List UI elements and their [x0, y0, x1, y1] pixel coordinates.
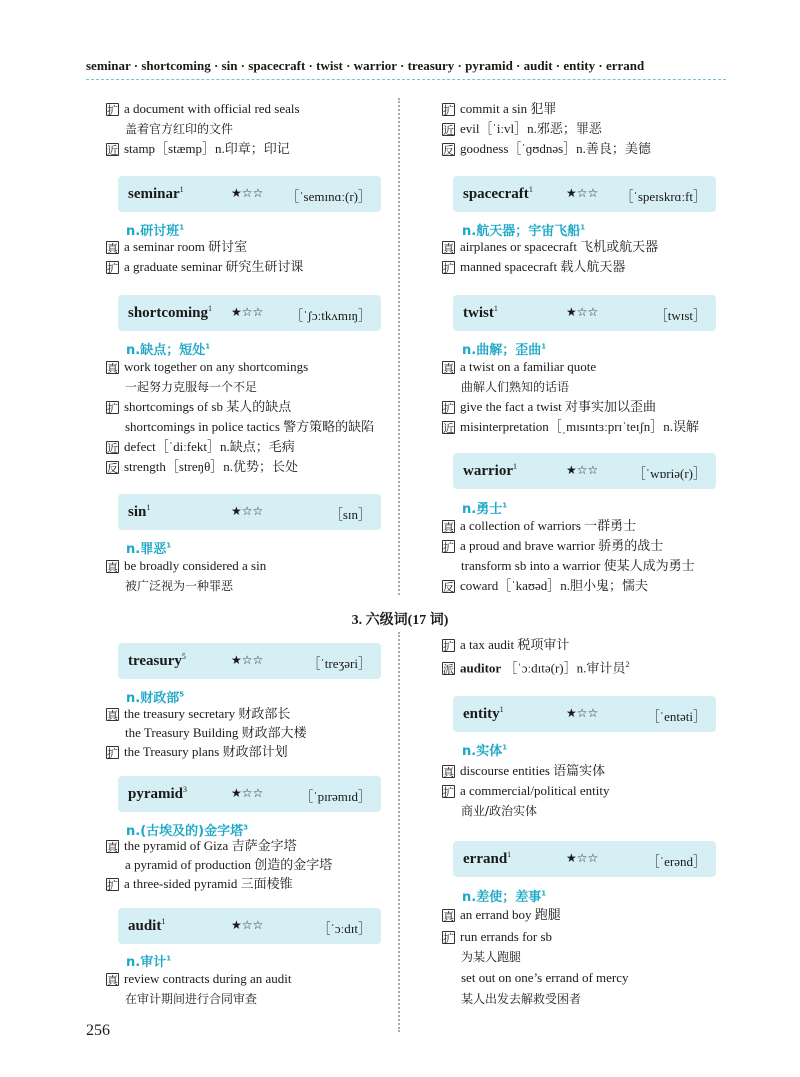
headword: twist$^1$ — [463, 304, 498, 321]
tag-antonym-icon: 反 — [107, 462, 118, 475]
pronunciation: ［ˈɔːdɪt］ — [317, 921, 371, 936]
tag-real-icon: 真 — [443, 362, 454, 375]
star-rating: ★☆☆ — [566, 706, 599, 720]
tag-expand-icon: 扩 — [443, 262, 454, 275]
tag-real-icon: 真 — [443, 910, 454, 923]
tag-expand-icon: 扩 — [107, 879, 118, 892]
example-translation: 某人出发去解救受困者 — [461, 992, 582, 1006]
entry-line: 扩 shortcomings of sb 某人的缺点 — [107, 399, 292, 415]
pronunciation: ［ˈsemɪnɑː(r)］ — [286, 189, 371, 204]
tag-expand-icon: 扩 — [443, 402, 454, 415]
entry-line: 真 a seminar room 研讨室 — [107, 239, 248, 255]
part-of-speech: n.曲解；歪曲$^1$ — [462, 342, 547, 358]
tag-real-icon: 真 — [107, 974, 118, 987]
part-of-speech: n.审计$^1$ — [126, 954, 172, 970]
star-rating: ★☆☆ — [231, 504, 264, 518]
example-translation: 在审计期间进行合同审查 — [125, 992, 258, 1006]
pronunciation: ［twɪst］ — [654, 308, 706, 323]
tag-expand-icon: 扩 — [107, 262, 118, 275]
entry-line: 近 defect［ˈdiːfekt］n.缺点；毛病 — [107, 439, 295, 455]
headword: $\sin^1$ — [128, 503, 151, 520]
part-of-speech: n.研讨班$^1$ — [126, 223, 185, 239]
headword: entity$^1$ — [463, 705, 504, 722]
example-translation: 商业/政治实体 — [461, 804, 538, 818]
part-of-speech: n.(古埃及的)金字塔$^3$ — [126, 823, 248, 839]
part-of-speech: n.财政部$^5$ — [126, 690, 185, 706]
entry-line: 扩 commit a sin 犯罪 — [443, 101, 557, 117]
tag-real-icon: 真 — [443, 242, 454, 255]
entry-line — [106, 140, 290, 158]
pronunciation: ［ˈwɒriə(r)］ — [632, 466, 706, 481]
entry-line: 真 airplanes or spacecraft 飞机或航天器 — [443, 239, 659, 255]
word-card-seminar — [118, 176, 381, 212]
section-heading: 3. 六级词(17 词) — [351, 613, 449, 628]
star-rating: ★☆☆ — [566, 186, 599, 200]
word-card-spacecraft — [453, 176, 716, 212]
pronunciation: ［ˈpɪrəmɪd］ — [300, 789, 371, 804]
pronunciation: ［ˈʃɔːtkʌmɪŋ］ — [290, 308, 371, 323]
entry-line: 扩 run errands for sb — [443, 929, 553, 945]
tag-expand-icon: 扩 — [107, 104, 118, 117]
word-card-treasury — [118, 643, 381, 679]
tag-real-icon: 真 — [107, 242, 118, 255]
pronunciation: ［ˈentəti］ — [646, 709, 706, 724]
entry-line: 真 be broadly considered a sin — [107, 558, 267, 574]
example-translation: 为某人跑腿 — [461, 950, 522, 964]
synonym-text: stamp［stæmp］n.印章；印记 — [124, 141, 290, 156]
example-text: shortcomings in police tactics 警方策略的缺陷 — [125, 419, 375, 434]
tag-expand-icon: 扩 — [443, 640, 454, 653]
star-rating: ★☆☆ — [566, 463, 599, 477]
running-header: seminar · shortcoming · sin · spacecraft · twist · warrior · treasury · pyramid · audit · entity · errand — [86, 58, 645, 73]
pronunciation: ［sɪn］ — [329, 507, 371, 522]
part-of-speech: n.航天器；宇宙飞船$^1$ — [462, 223, 586, 239]
tag-near-icon: 近 — [107, 442, 118, 455]
tag-derive-icon: 派 — [443, 663, 454, 677]
entry-line: 扩 a graduate seminar 研究生研讨课 — [107, 259, 304, 275]
tag-expand-icon: 扩 — [443, 786, 454, 799]
word-card-pyramid — [118, 776, 381, 812]
star-rating: ★☆☆ — [231, 305, 264, 319]
example-text: the Treasury Building 财政部大楼 — [125, 725, 307, 740]
entry-line: 反 coward［ˈkaʊəd］n.胆小鬼；懦夫 — [443, 578, 649, 594]
tag-expand-icon: 扩 — [443, 541, 454, 554]
tag-near-icon: 近 — [443, 422, 454, 435]
tag-real-icon: 真 — [107, 841, 118, 854]
headword: audit$^1$ — [128, 917, 166, 934]
entry-line: 扩 give the fact a twist 对事实加以歪曲 — [443, 399, 657, 415]
pronunciation: ［ˈspeɪskrɑːft］ — [620, 189, 706, 204]
star-rating: ★☆☆ — [231, 918, 264, 932]
part-of-speech: n.差使；差事$^1$ — [462, 889, 547, 905]
header-rule — [86, 79, 726, 82]
entry-line: 反 strength［streŋθ］n.优势；长处 — [107, 459, 299, 475]
headword: errand$^1$ — [463, 850, 512, 867]
tag-near-icon: 近 — [107, 144, 118, 157]
entry-line: 近 misinterpretation［ˌmɪsɪntɜːprɪˈteɪʃn］n.误解 — [443, 419, 700, 435]
headword: shortcoming$^1$ — [128, 304, 212, 321]
headword: warrior$^1$ — [463, 462, 517, 479]
tag-expand-icon: 扩 — [107, 747, 118, 760]
entry-line: 真 work together on any shortcomings — [107, 359, 309, 375]
tag-real-icon: 真 — [107, 709, 118, 722]
tag-near-icon: 近 — [443, 124, 454, 137]
word-card-twist — [453, 295, 716, 331]
entry-line: 扩 a three-sided pyramid 三面棱锥 — [107, 876, 293, 892]
example-text: a document with official red seals — [124, 101, 300, 116]
part-of-speech: n.缺点；短处$^1$ — [126, 342, 211, 358]
tag-antonym-icon: 反 — [443, 144, 454, 157]
example-translation: 被广泛视为一种罪恶 — [125, 579, 234, 593]
entry-line: 近 evil［ˈiːvl］n.邪恶；罪恶 — [443, 121, 602, 137]
example-translation: 盖着官方红印的文件 — [125, 122, 234, 136]
headword: treasury$^5$ — [128, 652, 186, 669]
word-card-shortcoming — [118, 295, 381, 331]
example-text: transform sb into a warrior 使某人成为勇士 — [461, 558, 695, 573]
entry-line: 派 auditor ［ˈɔːdɪtə(r)］n.审计员$^2$ — [443, 660, 630, 677]
part-of-speech: n.勇士$^1$ — [462, 501, 508, 517]
part-of-speech: n.罪恶$^1$ — [126, 541, 172, 557]
part-of-speech: n.实体$^1$ — [462, 743, 508, 759]
tag-expand-icon: 扩 — [443, 932, 454, 945]
tag-real-icon: 真 — [443, 521, 454, 534]
entry-line: 真 the treasury secretary 财政部长 — [107, 706, 291, 722]
pronunciation: ［ˈerənd］ — [646, 854, 706, 869]
star-rating: ★☆☆ — [231, 786, 264, 800]
word-card-warrior — [453, 453, 716, 489]
entry-line: 扩 manned spacecraft 载人航天器 — [443, 259, 626, 275]
word-card-entity — [453, 696, 716, 732]
entry-line: 真 the pyramid of Giza 吉萨金字塔 — [107, 838, 297, 854]
column-divider-bottom — [398, 632, 410, 1032]
star-rating: ★☆☆ — [566, 851, 599, 865]
word-card-sin — [118, 494, 381, 530]
tag-real-icon: 真 — [443, 766, 454, 779]
page-number: 256 — [86, 1022, 110, 1039]
headword: pyramid$^3$ — [128, 785, 188, 802]
entry-line: 真 a twist on a familiar quote — [443, 359, 597, 375]
column-divider-top — [398, 98, 410, 595]
entry-line: 真 discourse entities 语篇实体 — [443, 763, 606, 779]
word-card-errand — [453, 841, 716, 877]
entry-line: 真 a collection of warriors 一群勇士 — [443, 518, 637, 534]
tag-expand-icon: 扩 — [443, 104, 454, 117]
example-translation: 一起努力克服每一个不足 — [125, 380, 258, 394]
entry-line: 真 review contracts during an audit — [107, 971, 292, 987]
tag-real-icon: 真 — [107, 561, 118, 574]
entry-line: 扩 a proud and brave warrior 骄勇的战士 — [443, 538, 664, 554]
entry-line: 真 an errand boy 跑腿 — [443, 907, 561, 923]
example-text: a pyramid of production 创造的金字塔 — [125, 857, 333, 872]
star-rating: ★☆☆ — [566, 305, 599, 319]
example-translation: 曲解人们熟知的话语 — [461, 380, 570, 394]
entry-line: 扩 the Treasury plans 财政部计划 — [107, 744, 288, 760]
tag-expand-icon: 扩 — [107, 402, 118, 415]
entry-line: 扩 a commercial/political entity — [443, 783, 610, 799]
headword: seminar$^1$ — [128, 185, 184, 202]
star-rating: ★☆☆ — [231, 653, 264, 667]
example-text: set out on one’s errand of mercy — [461, 970, 629, 985]
entry-line — [106, 100, 300, 118]
tag-real-icon: 真 — [107, 362, 118, 375]
pronunciation: ［ˈtreʒəri］ — [307, 656, 371, 671]
entry-line: 扩 a tax audit 税项审计 — [443, 637, 570, 653]
word-card-audit — [118, 908, 381, 944]
headword: spacecraft$^1$ — [463, 185, 533, 202]
star-rating: ★☆☆ — [231, 186, 264, 200]
tag-antonym-icon: 反 — [443, 581, 454, 594]
entry-line: 反 goodness［ˈɡʊdnəs］n.善良；美德 — [443, 141, 651, 157]
